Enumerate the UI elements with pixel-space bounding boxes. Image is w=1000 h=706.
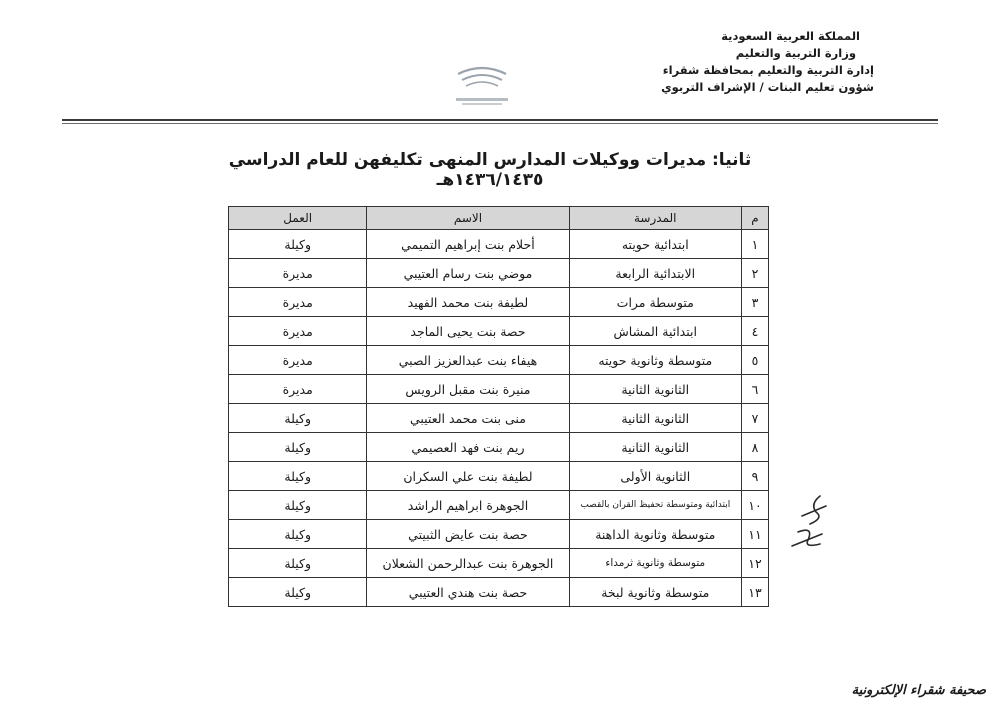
row-job: وكيلة [229, 578, 367, 607]
signature-mark-icon [780, 486, 840, 566]
row-job: مديرة [229, 259, 367, 288]
assignments-table [228, 206, 769, 607]
row-name: الجوهرة بنت عبدالرحمن الشعلان [367, 549, 569, 578]
row-job: مديرة [229, 288, 367, 317]
row-name: منى بنت محمد العتيبي [367, 404, 569, 433]
header-school: المدرسة [569, 207, 742, 230]
row-num: ١٣ [742, 578, 769, 607]
row-name: حصة بنت هندي العتيبي [367, 578, 569, 607]
row-school: متوسطة وثانوية لبخة [569, 578, 742, 607]
row-school: متوسطة وثانوية حويته [569, 346, 742, 375]
row-num: ٤ [742, 317, 769, 346]
source-credit: صحيفة شقراء الإلكترونية [851, 683, 986, 698]
row-job: مديرة [229, 375, 367, 404]
row-school: ابتدائية حويته [569, 230, 742, 259]
table-row [229, 491, 769, 520]
row-job: مديرة [229, 346, 367, 375]
row-job: وكيلة [229, 433, 367, 462]
table-row [229, 375, 769, 404]
row-job: وكيلة [229, 462, 367, 491]
ministry-logo-icon [452, 60, 512, 110]
table-header-row [229, 207, 769, 230]
letterhead-line-country: المملكة العربية السعودية [721, 29, 860, 43]
row-school: ابتدائية ومتوسطة تحفيظ القران بالقصب [569, 491, 742, 520]
header-job: العمل [229, 207, 367, 230]
row-num: ١٢ [742, 549, 769, 578]
letterhead-line-ministry: وزارة التربية والتعليم [735, 46, 856, 60]
table-row [229, 549, 769, 578]
row-num: ١١ [742, 520, 769, 549]
table-row [229, 259, 769, 288]
letterhead [574, 28, 874, 96]
row-school: متوسطة وثانوية الداهنة [569, 520, 742, 549]
table-row [229, 404, 769, 433]
table-row [229, 578, 769, 607]
table-row [229, 462, 769, 491]
row-name: منيرة بنت مقبل الرويس [367, 375, 569, 404]
row-name: حصة بنت يحيى الماجد [367, 317, 569, 346]
row-num: ٩ [742, 462, 769, 491]
row-num: ٣ [742, 288, 769, 317]
row-job: مديرة [229, 317, 367, 346]
row-num: ١ [742, 230, 769, 259]
row-school: الثانوية الثانية [569, 433, 742, 462]
letterhead-line-department: شؤون تعليم البنات / الإشراف التربوي [661, 80, 874, 94]
row-school: متوسطة مرات [569, 288, 742, 317]
table-row [229, 230, 769, 259]
row-num: ٦ [742, 375, 769, 404]
row-num: ٨ [742, 433, 769, 462]
row-job: وكيلة [229, 491, 367, 520]
row-job: وكيلة [229, 230, 367, 259]
row-school: الثانوية الثانية [569, 375, 742, 404]
table-row [229, 317, 769, 346]
row-name: ريم بنت فهد العصيمي [367, 433, 569, 462]
row-name: لطيفة بنت محمد الفهيد [367, 288, 569, 317]
row-name: لطيفة بنت علي السكران [367, 462, 569, 491]
row-school: الابتدائية الرابعة [569, 259, 742, 288]
row-school: ابتدائية المشاش [569, 317, 742, 346]
row-num: ٢ [742, 259, 769, 288]
row-num: ١٠ [742, 491, 769, 520]
row-num: ٧ [742, 404, 769, 433]
header-divider [62, 119, 938, 124]
row-name: حصة بنت عايض الثبيتي [367, 520, 569, 549]
row-school: الثانوية الثانية [569, 404, 742, 433]
row-name: موضي بنت رسام العتيبي [367, 259, 569, 288]
row-school: الثانوية الأولى [569, 462, 742, 491]
header-name: الاسم [367, 207, 569, 230]
document-title: ثانيا: مديرات ووكيلات المدارس المنهى تكليفهن للعام الدراسي ١٤٣٦/١٤٣٥هـ [228, 150, 752, 190]
row-name: الجوهرة ابراهيم الراشد [367, 491, 569, 520]
row-school: متوسطة وثانوية ثرمداء [569, 549, 742, 578]
table-row [229, 520, 769, 549]
table-row [229, 433, 769, 462]
row-job: وكيلة [229, 549, 367, 578]
row-job: وكيلة [229, 520, 367, 549]
row-name: هيفاء بنت عبدالعزيز الصبي [367, 346, 569, 375]
letterhead-line-directorate: إدارة التربية والتعليم بمحافظة شقراء [662, 63, 874, 77]
row-job: وكيلة [229, 404, 367, 433]
table-row [229, 288, 769, 317]
row-name: أحلام بنت إبراهيم التميمي [367, 230, 569, 259]
table-row [229, 346, 769, 375]
header-num: م [742, 207, 769, 230]
row-num: ٥ [742, 346, 769, 375]
